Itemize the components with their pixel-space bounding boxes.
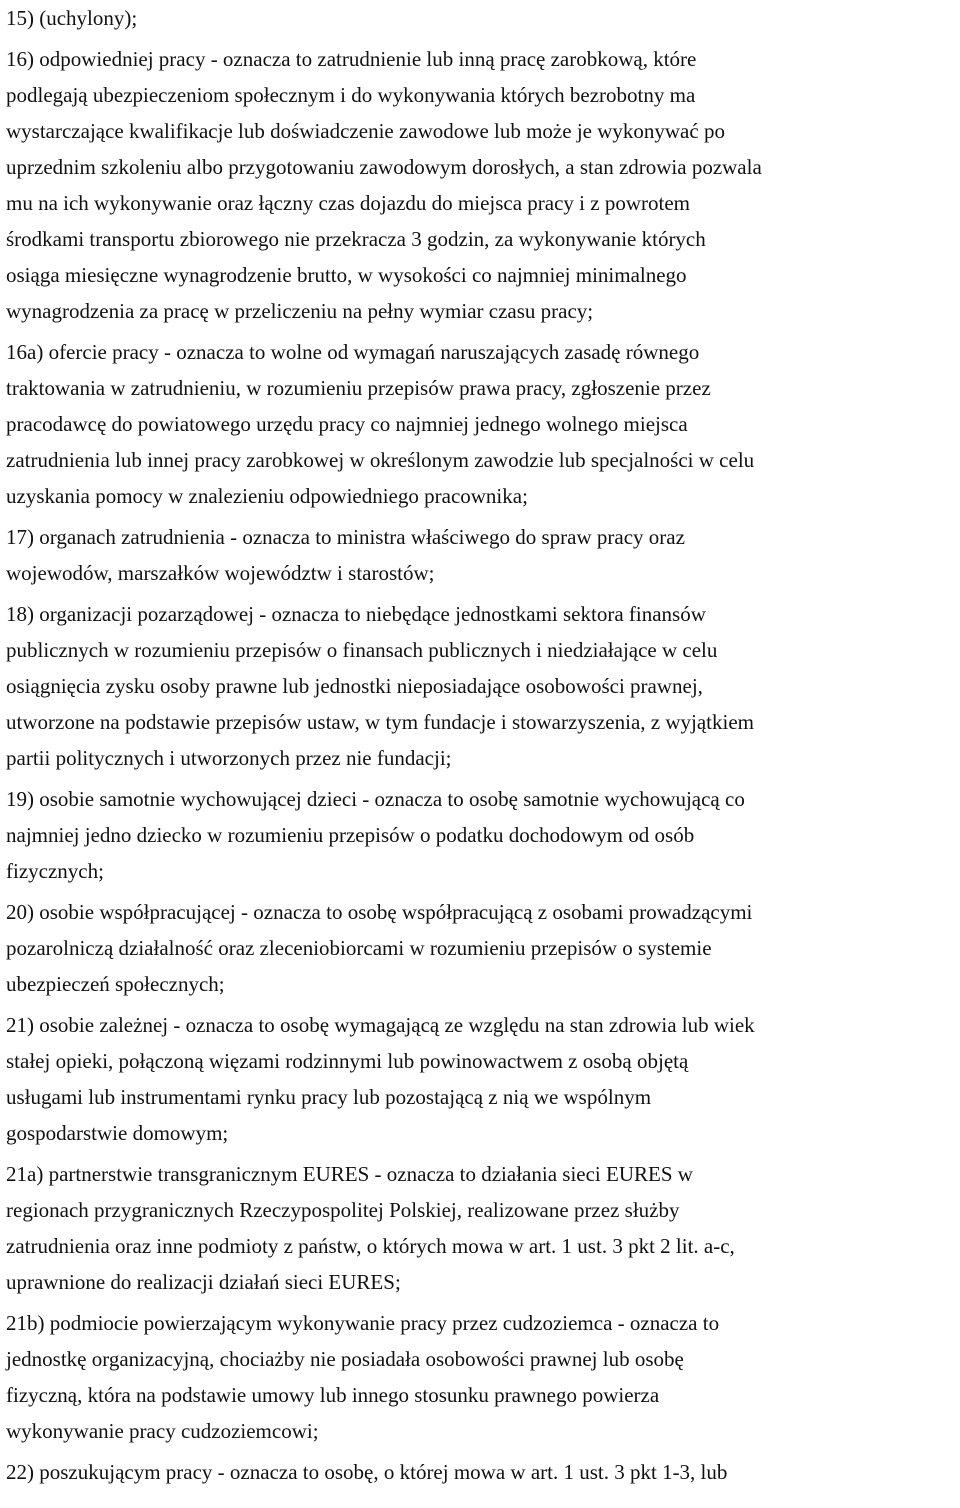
text-line: 16a) ofercie pracy - oznacza to wolne od wymagań naruszających zasadę równego — [6, 340, 700, 364]
document-body — [6, 0, 956, 1495]
text-line: środkami transportu zbiorowego nie przekracza 3 godzin, za wykonywanie których — [6, 227, 706, 251]
paragraph-16 — [6, 41, 956, 329]
paragraph-20 — [6, 894, 956, 1002]
text-line: uprawnione do realizacji działań sieci EURES; — [6, 1270, 401, 1294]
text-line: 18) organizacji pozarządowej - oznacza to niebędące jednostkami sektora finansów — [6, 602, 706, 626]
text-line: wynagrodzenia za pracę w przeliczeniu na pełny wymiar czasu pracy; — [6, 299, 594, 323]
text-line: mu na ich wykonywanie oraz łączny czas dojazdu do miejsca pracy i z powrotem — [6, 191, 690, 215]
text-line: regionach przygranicznych Rzeczypospolitej Polskiej, realizowane przez służby — [6, 1198, 680, 1222]
text-line: osiągnięcia zysku osoby prawne lub jednostki nieposiadające osobowości prawnej, — [6, 674, 703, 698]
text-line: ubezpieczeń społecznych; — [6, 972, 225, 996]
text-line: stałej opieki, połączoną więzami rodzinnymi lub powinowactwem z osobą objętą — [6, 1049, 689, 1073]
text-line: 19) osobie samotnie wychowującej dzieci - oznacza to osobę samotnie wychowującą co — [6, 787, 745, 811]
text-line: 17) organach zatrudnienia - oznacza to ministra właściwego do spraw pracy oraz — [6, 525, 685, 549]
text-line: uzyskania pomocy w znalezieniu odpowiedniego pracownika; — [6, 484, 528, 508]
paragraph-21b — [6, 1305, 956, 1449]
text-line: 22) poszukującym pracy - oznacza to osobę, o której mowa w art. 1 ust. 3 pkt 1-3, lub — [6, 1460, 728, 1484]
text-line: jednostkę organizacyjną, chociażby nie posiadała osobowości prawnej lub osobę — [6, 1347, 684, 1371]
text-line: 15) (uchylony); — [6, 6, 138, 30]
text-line: 20) osobie współpracującej - oznacza to osobę współpracującą z osobami prowadzącymi — [6, 900, 753, 924]
text-line: wystarczające kwalifikacje lub doświadczenie zawodowe lub może je wykonywać po — [6, 119, 725, 143]
text-line: pracodawcę do powiatowego urzędu pracy co najmniej jednego wolnego miejsca — [6, 412, 688, 436]
text-line: traktowania w zatrudnieniu, w rozumieniu przepisów prawa pracy, zgłoszenie przez — [6, 376, 711, 400]
text-line: gospodarstwie domowym; — [6, 1121, 229, 1145]
text-line: wykonywanie pracy cudzoziemcowi; — [6, 1419, 319, 1443]
text-line: fizyczną, która na podstawie umowy lub innego stosunku prawnego powierza — [6, 1383, 660, 1407]
text-line: podlegają ubezpieczeniom społecznym i do wykonywania których bezrobotny ma — [6, 83, 696, 107]
paragraph-22 — [6, 1454, 956, 1490]
text-line: 16) odpowiedniej pracy - oznacza to zatrudnienie lub inną pracę zarobkową, które — [6, 47, 697, 71]
paragraph-19 — [6, 781, 956, 889]
text-line: zatrudnienia oraz inne podmioty z państw, o których mowa w art. 1 ust. 3 pkt 2 lit. a-c, — [6, 1234, 735, 1258]
paragraph-15 — [6, 0, 956, 36]
text-line: publicznych w rozumieniu przepisów o finansach publicznych i niedziałające w celu — [6, 638, 718, 662]
text-line: pozarolniczą działalność oraz zleceniobiorcami w rozumieniu przepisów o systemie — [6, 936, 712, 960]
text-line: usługami lub instrumentami rynku pracy lub pozostającą z nią we wspólnym — [6, 1085, 652, 1109]
text-line: wojewodów, marszałków województw i starostów; — [6, 561, 435, 585]
text-line: osiąga miesięczne wynagrodzenie brutto, w wysokości co najmniej minimalnego — [6, 263, 687, 287]
paragraph-17 — [6, 519, 956, 591]
paragraph-21 — [6, 1007, 956, 1151]
text-line: fizycznych; — [6, 859, 104, 883]
text-line: partii politycznych i utworzonych przez nie fundacji; — [6, 746, 452, 770]
text-line: 21a) partnerstwie transgranicznym EURES - oznacza to działania sieci EURES w — [6, 1162, 693, 1186]
text-line: utworzone na podstawie przepisów ustaw, w tym fundacje i stowarzyszenia, z wyjątkiem — [6, 710, 754, 734]
paragraph-18 — [6, 596, 956, 776]
text-line: 21b) podmiocie powierzającym wykonywanie pracy przez cudzoziemca - oznacza to — [6, 1311, 720, 1335]
text-line: 21) osobie zależnej - oznacza to osobę wymagającą ze względu na stan zdrowia lub wiek — [6, 1013, 755, 1037]
text-line: uprzednim szkoleniu albo przygotowaniu zawodowym dorosłych, a stan zdrowia pozwala — [6, 155, 762, 179]
text-line: najmniej jedno dziecko w rozumieniu przepisów o podatku dochodowym od osób — [6, 823, 695, 847]
text-line: zatrudnienia lub innej pracy zarobkowej w określonym zawodzie lub specjalności w celu — [6, 448, 755, 472]
paragraph-16a — [6, 334, 956, 514]
paragraph-21a — [6, 1156, 956, 1300]
